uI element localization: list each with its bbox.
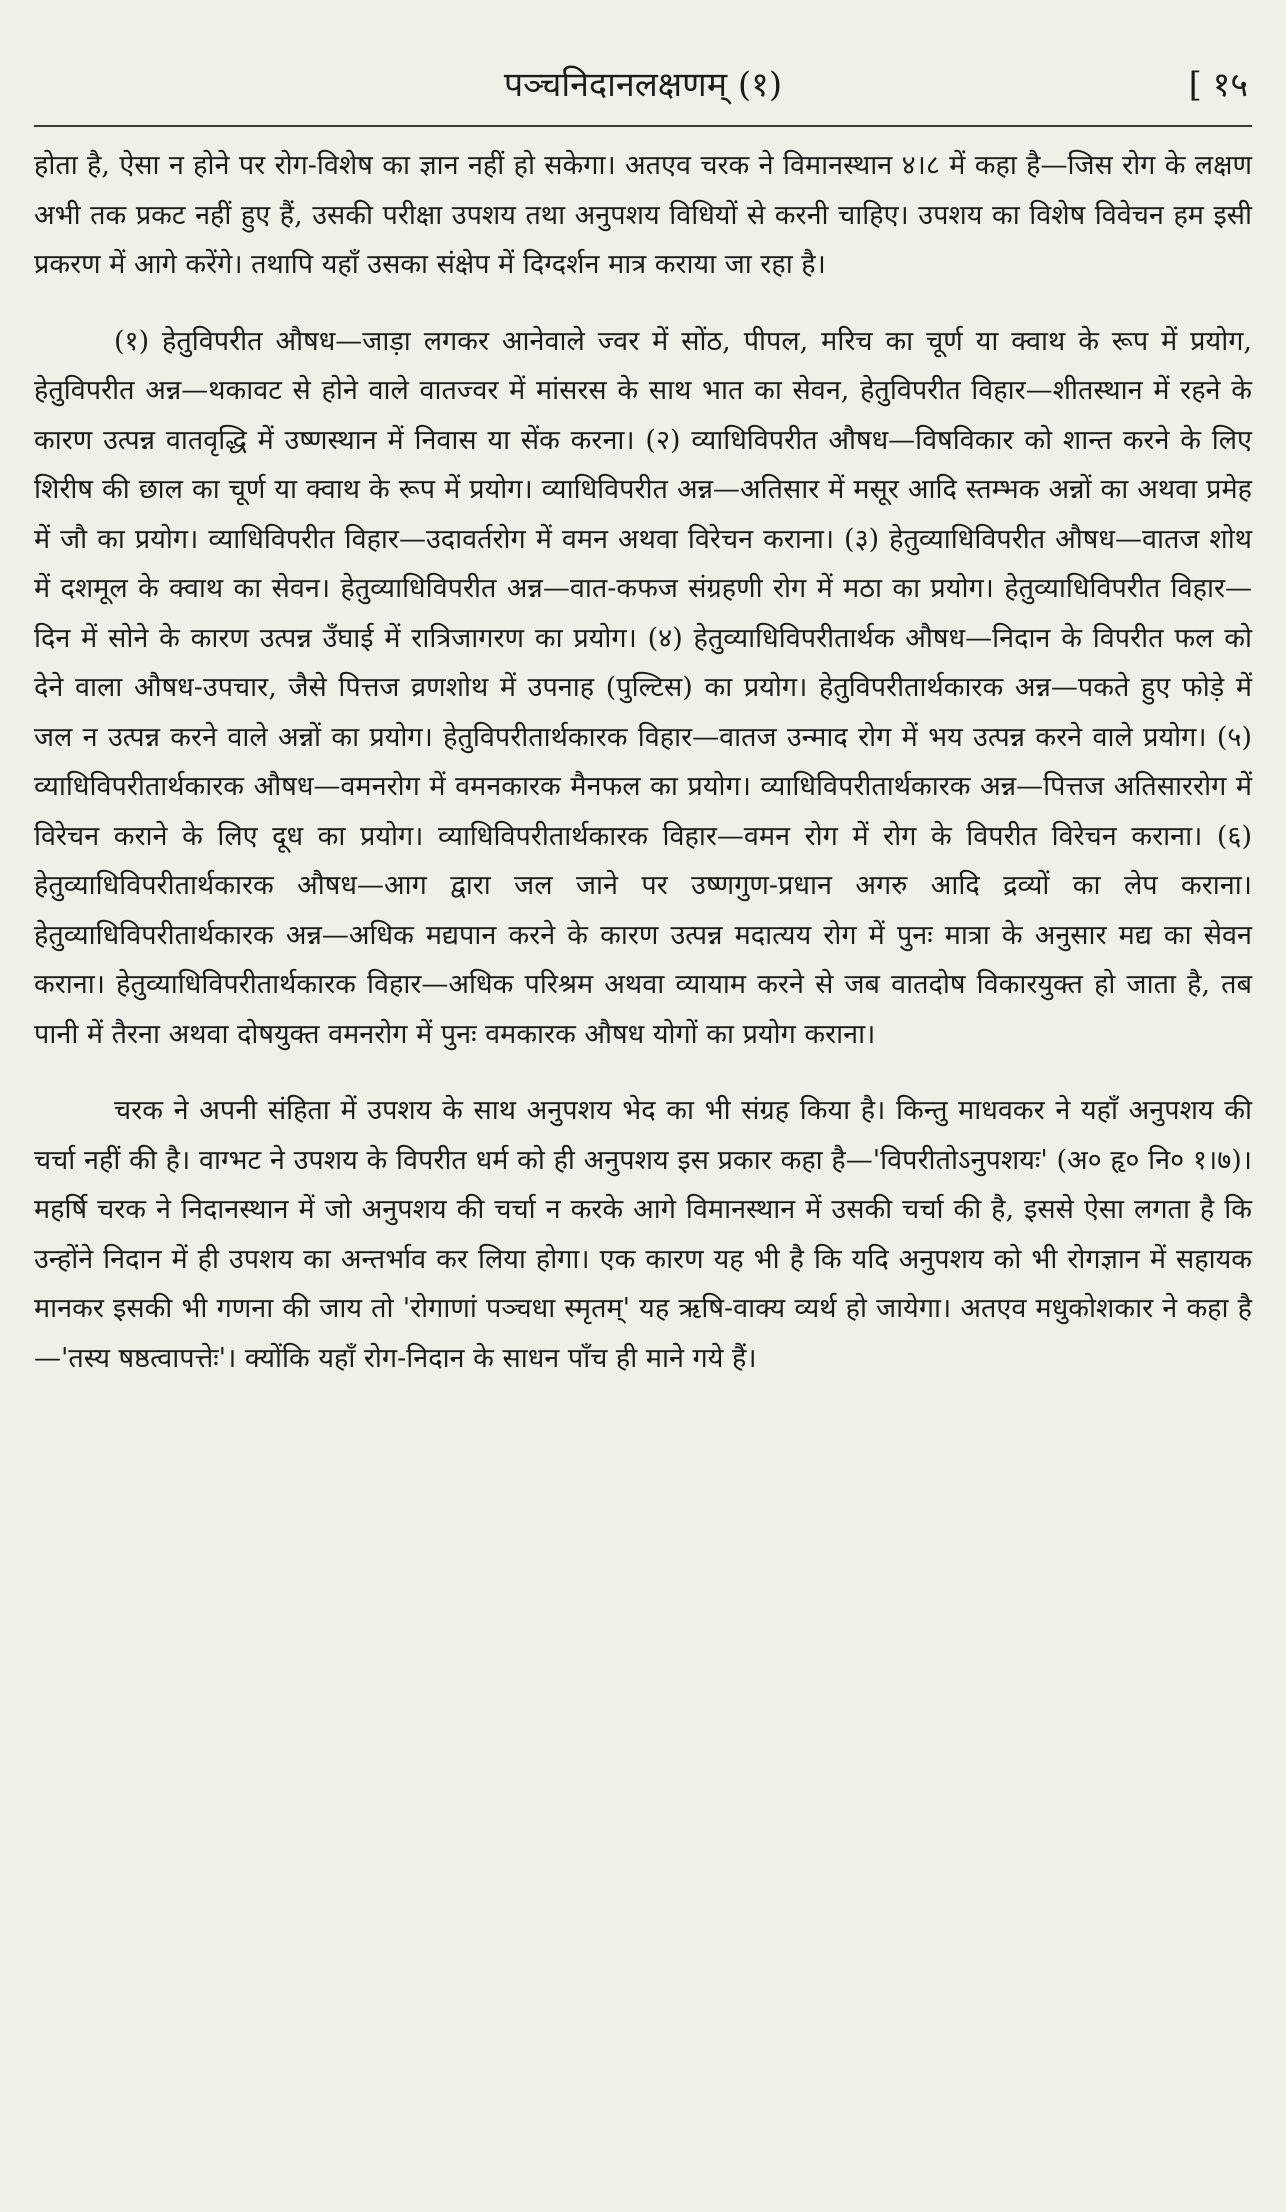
paragraph-upashaya-types: (१) हेतुविपरीत औषध—जाड़ा लगकर आनेवाले ज्वर में सोंठ, पीपल, मरिच का चूर्ण या क्वाथ के रूप में प्रयोग, हेतुविपरीत अन्न—थकावट से होने वाले वातज्वर में मांसरस के साथ भात का सेवन, हेतुविपरीत विहार—शीतस्थान में रहने के कारण उत्पन्न वातवृद्धि में उष्णस्थान में निवास या सेंक करना। (२) व्याधिविपरीत औषध—विषविकार को शान्त करने के लिए शिरीष की छाल का चूर्ण या क्वाथ के रूप में प्रयोग। व्याधिविपरीत अन्न—अतिसार में मसूर आदि स्तम्भक अन्नों का अथवा प्रमेह में जौ का प्रयोग। व्याधिविपरीत विहार—उदावर्तरोग में वमन अथवा विरेचन कराना। (३) हेतुव्याधिविपरीत औषध—वातज शोथ में दशमूल के क्वाथ का सेवन। हेतुव्याधिविपरीत अन्न—वात-कफज संग्रहणी रोग में मठा का प्रयोग। हेतुव्याधिविपरीत विहार—दिन में सोने के कारण उत्पन्न उँघाई में रात्रिजागरण का प्रयोग। (४) हेतुव्याधिविपरीतार्थक औषध—निदान के विपरीत फल को देने वाला औषध-उपचार, जैसे पित्तज व्रणशोथ में उपनाह (पुल्टिस) का प्रयोग। हेतुविपरीतार्थकारक अन्न—पकते हुए फोड़े में जल न उत्पन्न करने वाले अन्नों का प्रयोग। हेतुविपरीतार्थकारक विहार—वातज उन्माद रोग में भय उत्पन्न करने वाले प्रयोग। (५) व्याधिविपरीतार्थकारक औषध—वमनरोग में वमनकारक मैनफल का प्रयोग। व्याधिविपरीतार्थकारक अन्न—पित्तज अतिसाररोग में विरेचन कराने के लिए दूध का प्रयोग। व्याधिविपरीतार्थकारक विहार—वमन रोग में रोग के विपरीत विरेचन कराना। (६) हेतुव्याधिविपरीतार्थकारक औषध—आग द्वारा जल जाने पर उष्णगुण-प्रधान अगरु आदि द्रव्यों का लेप कराना। हेतुव्याधिविपरीतार्थकारक अन्न—अधिक मद्यपान करने के कारण उत्पन्न मदात्यय रोग में पुनः मात्रा के अनुसार मद्य का सेवन कराना। हेतुव्याधिविपरीतार्थकारक विहार—अधिक परिश्रम अथवा व्यायाम करने से जब वातदोष विकारयुक्त हो जाता है, तब पानी में तैरना अथवा दोषयुक्त वमनरोग में पुनः वमकारक औषध योगों का प्रयोग कराना। [34,325,1252,1050]
page-number: [ १५ [1188,65,1248,105]
body-text [34,141,1252,1383]
page-title: पञ्चनिदानलक्षणम् (१) [503,65,783,105]
paragraph-anupashaya: चरक ने अपनी संहिता में उपशय के साथ अनुपशय भेद का भी संग्रह किया है। किन्तु माधवकर ने यहाँ अनुपशय की चर्चा नहीं की है। वाग्भट ने उपशय के विपरीत धर्म को ही अनुपशय इस प्रकार कहा है—'विपरीतोऽनुपशयः' (अ० हृ० नि० १।७)। महर्षि चरक ने निदानस्थान में जो अनुपशय की चर्चा न करके आगे विमानस्थान में उसकी चर्चा की है, इससे ऐसा लगता है कि उन्होंने निदान में ही उपशय का अन्तर्भाव कर लिया होगा। एक कारण यह भी है कि यदि अनुपशय को भी रोगज्ञान में सहायक मानकर इसकी भी गणना की जाय तो 'रोगाणां पञ्चधा स्मृतम्' यह ऋषि-वाक्य व्यर्थ हो जायेगा। अतएव मधुकोशकार ने कहा है—'तस्य षष्ठत्वापत्तेः'। क्योंकि यहाँ रोग-निदान के साधन पाँच ही माने गये हैं। [34,1095,1253,1374]
paragraph-continuation: होता है, ऐसा न होने पर रोग-विशेष का ज्ञान नहीं हो सकेगा। अतएव चरक ने विमानस्थान ४।८ में कहा है—जिस रोग के लक्षण अभी तक प्रकट नहीं हुए हैं, उसकी परीक्षा उपशय तथा अनुपशय विधियों से करनी चाहिए। उपशय का विशेष विवेचन हम इसी प्रकरण में आगे करेंगे। तथापि यहाँ उसका संक्षेप में दिग्दर्शन मात्र कराया जा रहा है। [34,150,1252,280]
running-header [34,55,1252,127]
